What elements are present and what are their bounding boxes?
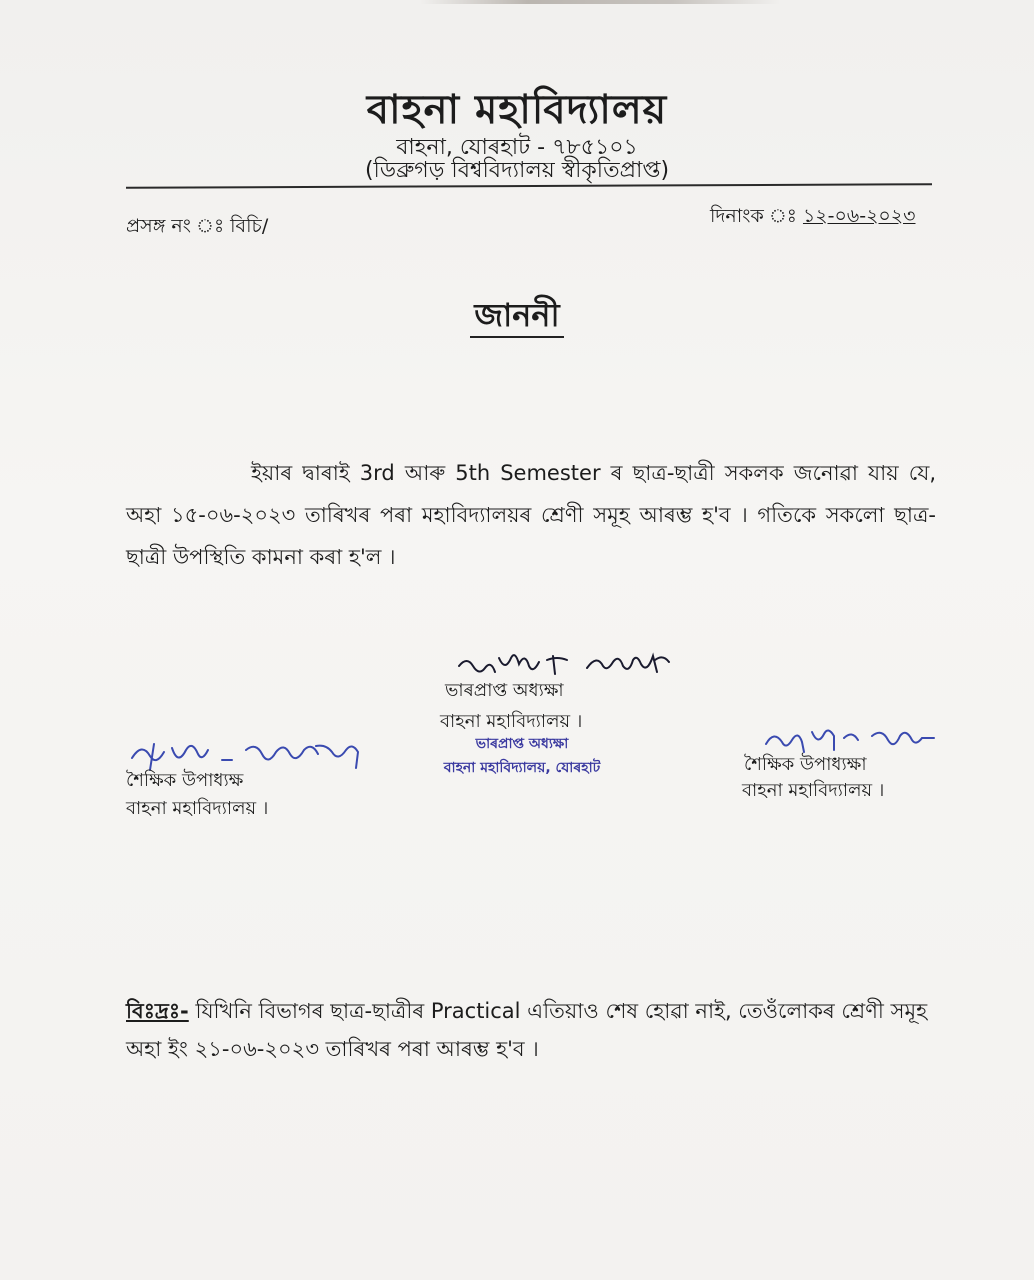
notice-body	[126, 452, 936, 578]
principal-stamp	[412, 732, 632, 780]
notice-title	[0, 290, 1034, 344]
reference-number: প্ৰসঙ্গ নং ঃ বিচি/	[126, 215, 269, 237]
date-value: ১২-০৬-২০২৩	[802, 205, 916, 227]
college-address: বাহনা, যোৰহাট - ৭৮৫১০১	[396, 135, 638, 160]
stamp-line-designation: ভাৰপ্ৰাপ্ত অধ্যক্ষা	[475, 736, 569, 752]
vice-principal-right-designation: শৈক্ষিক উপাধ্যক্ষা	[744, 754, 867, 775]
date-label: দিনাংক ঃ	[710, 205, 797, 227]
notice-title-text: জাননী	[470, 296, 563, 338]
college-name: বাহনা মহাবিদ্যালয়	[366, 87, 668, 133]
principal-designation: ভাৰপ্ৰাপ্ত অধ্যক্ষা	[445, 680, 564, 701]
nota-bene	[126, 992, 938, 1068]
page-top-edge-shadow	[420, 0, 780, 4]
stamp-line-institution: বাহনা মহাবিদ্যালয়, যোৰহাট	[443, 760, 601, 776]
vice-principal-right-institution: বাহনা মহাবিদ্যালয় ।	[742, 780, 885, 801]
notice-body-text: ইয়াৰ দ্বাৰাই 3rd আৰু 5th Semester ৰ ছাত্ৰ-ছাত্ৰী সকলক জনোৱা যায় যে, অহা ১৫-০৬-২০২৩ তাৰিখৰ পৰা মহাবিদ্যালয়ৰ শ্ৰেণী সমূহ আৰম্ভ হ'ব । গতিকে সকলো ছাত্ৰ-ছাত্ৰী উপস্থিতি কামনা কৰা হ'ল ।	[126, 461, 936, 569]
date-line	[710, 202, 916, 234]
vice-principal-left-designation: শৈক্ষিক উপাধ্যক্ষ	[126, 770, 244, 791]
vice-principal-left-institution: বাহনা মহাবিদ্যালয় ।	[126, 798, 269, 819]
college-affiliation: (ডিব্রুগড় বিশ্ববিদ্যালয় স্বীকৃতিপ্রাপ্ত)	[364, 158, 670, 183]
principal-institution: বাহনা মহাবিদ্যালয় ।	[440, 711, 583, 732]
nota-bene-text: যিখিনি বিভাগৰ ছাত্ৰ-ছাত্ৰীৰ Practical এতিয়াও শেষ হোৱা নাই, তেওঁলোকৰ শ্ৰেণী সমূহ অহা ইং ২১-০৬-২০২৩ তাৰিখৰ পৰা আৰম্ভ হ'ব ।	[126, 999, 928, 1061]
nota-bene-label: বিঃদ্রঃ-	[126, 999, 189, 1023]
